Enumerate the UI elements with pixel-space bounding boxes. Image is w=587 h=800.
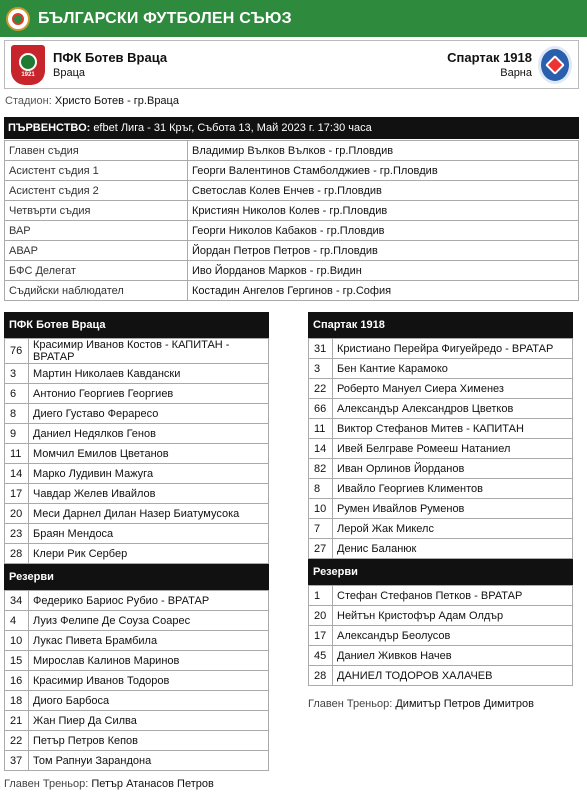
away-coach (308, 698, 534, 710)
referee-name: Йордан Петров Петров - гр.Пловдив (188, 241, 579, 261)
player-name[interactable]: Момчил Емилов Цветанов (29, 444, 269, 464)
referee-row (5, 181, 579, 201)
player-name[interactable]: Диего Густаво Фераресо (29, 404, 269, 424)
player-row (5, 404, 269, 424)
home-lineup (4, 312, 269, 771)
player-number: 34 (5, 591, 29, 611)
player-name[interactable]: Денис Баланюк (333, 539, 573, 559)
player-row (5, 651, 269, 671)
player-number: 16 (5, 671, 29, 691)
home-reserves-table (4, 590, 269, 771)
referee-row (5, 221, 579, 241)
player-row (5, 504, 269, 524)
player-row (309, 419, 573, 439)
referee-name: Владимир Вълков Вълков - гр.Пловдив (188, 141, 579, 161)
home-starters-table (4, 338, 269, 564)
referee-name: Иво Йорданов Марков - гр.Видин (188, 261, 579, 281)
player-row (5, 364, 269, 384)
home-coach-label: Главен Треньор: (4, 778, 89, 790)
referee-role: Главен съдия (5, 141, 188, 161)
player-row (5, 424, 269, 444)
player-row (309, 339, 573, 359)
home-team-name[interactable]: ПФК Ботев Враца (53, 50, 168, 65)
championship-bar (4, 117, 579, 139)
player-name[interactable]: Жан Пиер Да Силва (29, 711, 269, 731)
home-lineup-title: ПФК Ботев Враца (4, 312, 269, 338)
player-number: 6 (5, 384, 29, 404)
player-name[interactable]: Александър Александров Цветков (333, 399, 573, 419)
player-row (309, 479, 573, 499)
player-name[interactable]: Иван Орлинов Йорданов (333, 459, 573, 479)
player-number: 45 (309, 646, 333, 666)
player-number: 7 (309, 519, 333, 539)
player-row (309, 439, 573, 459)
referee-row (5, 241, 579, 261)
referee-role: Асистент съдия 2 (5, 181, 188, 201)
player-row (309, 379, 573, 399)
player-row (5, 611, 269, 631)
away-lineup-title: Спартак 1918 (308, 312, 573, 338)
stadium-label: Стадион: (5, 95, 52, 107)
federation-title: БЪЛГАРСКИ ФУТБОЛЕН СЪЮЗ (38, 9, 292, 27)
home-reserves-title: Резерви (4, 564, 269, 590)
player-name[interactable]: Лукас Пивета Брамбила (29, 631, 269, 651)
player-row (5, 631, 269, 651)
player-row (309, 539, 573, 559)
player-number: 14 (5, 464, 29, 484)
stadium-value: Христо Ботев - гр.Враца (54, 95, 179, 107)
player-number: 14 (309, 439, 333, 459)
player-name[interactable]: Луиз Фелипе Де Соуза Соарес (29, 611, 269, 631)
player-name[interactable]: Ивайло Георгиев Климентов (333, 479, 573, 499)
referee-role: Съдийски наблюдател (5, 281, 188, 301)
referee-role: БФС Делегат (5, 261, 188, 281)
botev-vratsa-crest-icon[interactable] (11, 45, 45, 85)
player-name[interactable]: Федерико Бариос Рубио - ВРАТАР (29, 591, 269, 611)
player-row (309, 666, 573, 686)
player-name[interactable]: Том Рапнуи Зарандона (29, 751, 269, 771)
player-name[interactable]: Ивей Белграве Ромееш Натаниел (333, 439, 573, 459)
player-number: 31 (309, 339, 333, 359)
referee-name: Георги Николов Кабаков - гр.Пловдив (188, 221, 579, 241)
referee-role: Асистент съдия 1 (5, 161, 188, 181)
away-team-name[interactable]: Спартак 1918 (447, 50, 532, 65)
player-name[interactable]: Диого Барбоса (29, 691, 269, 711)
player-name[interactable]: Петър Петров Кепов (29, 731, 269, 751)
player-number: 15 (5, 651, 29, 671)
player-number: 37 (5, 751, 29, 771)
player-number: 23 (5, 524, 29, 544)
player-number: 11 (309, 419, 333, 439)
player-row (309, 646, 573, 666)
referee-row (5, 201, 579, 221)
referee-role: ВАР (5, 221, 188, 241)
away-reserves-table (308, 585, 573, 686)
player-row (309, 359, 573, 379)
player-row (5, 731, 269, 751)
player-name[interactable]: Бен Кантие Карамоко (333, 359, 573, 379)
player-number: 3 (309, 359, 333, 379)
player-name[interactable]: Нейтън Кристофър Адам Олдър (333, 606, 573, 626)
player-number: 20 (5, 504, 29, 524)
player-name[interactable]: Лерой Жак Микелс (333, 519, 573, 539)
referee-row (5, 161, 579, 181)
referees-table (4, 140, 579, 301)
player-name[interactable]: Меси Дарнел Дилан Назер Биатумусока (29, 504, 269, 524)
player-row (309, 459, 573, 479)
player-name[interactable]: Виктор Стефанов Митев - КАПИТАН (333, 419, 573, 439)
player-name[interactable]: Роберто Мануел Сиера Хименез (333, 379, 573, 399)
player-number: 3 (5, 364, 29, 384)
championship-label: ПЪРВЕНСТВО: (8, 122, 91, 134)
player-row (309, 606, 573, 626)
player-number: 9 (5, 424, 29, 444)
player-row (5, 751, 269, 771)
player-row (5, 671, 269, 691)
away-lineup (308, 312, 573, 686)
crest-year: 1921 (21, 71, 35, 78)
player-row (5, 711, 269, 731)
player-row (309, 626, 573, 646)
player-name[interactable]: Марко Лудивин Мажуга (29, 464, 269, 484)
player-number: 11 (5, 444, 29, 464)
player-number: 22 (309, 379, 333, 399)
player-name[interactable]: Румен Ивайлов Руменов (333, 499, 573, 519)
home-team-city: Враца (53, 67, 85, 79)
player-name[interactable]: Александър Беолусов (333, 626, 573, 646)
player-name[interactable]: Красимир Иванов Костов - КАПИТАН - ВРАТАР (29, 339, 269, 364)
player-name[interactable]: Чавдар Желев Ивайлов (29, 484, 269, 504)
referee-name: Георги Валентинов Стамболджиев - гр.Пловдив (188, 161, 579, 181)
player-number: 20 (309, 606, 333, 626)
player-number: 17 (309, 626, 333, 646)
player-name[interactable]: Мартин Николаев Кавдански (29, 364, 269, 384)
player-number: 18 (5, 691, 29, 711)
away-coach-label: Главен Треньор: (308, 698, 393, 710)
player-number: 21 (5, 711, 29, 731)
player-name[interactable]: Стефан Стефанов Петков - ВРАТАР (333, 586, 573, 606)
referee-name: Светослав Колев Енчев - гр.Пловдив (188, 181, 579, 201)
player-number: 1 (309, 586, 333, 606)
player-row (5, 544, 269, 564)
player-row (5, 339, 269, 364)
player-row (309, 586, 573, 606)
player-row (309, 499, 573, 519)
player-number: 82 (309, 459, 333, 479)
player-row (5, 384, 269, 404)
home-coach (4, 778, 214, 790)
player-name[interactable]: Кристиано Перейра Фигуейредо - ВРАТАР (333, 339, 573, 359)
away-team-city: Варна (500, 67, 532, 79)
player-number: 76 (5, 339, 29, 364)
player-number: 8 (5, 404, 29, 424)
referee-name: Костадин Ангелов Гергинов - гр.София (188, 281, 579, 301)
player-name[interactable]: Мирослав Калинов Маринов (29, 651, 269, 671)
player-row (5, 444, 269, 464)
player-number: 10 (309, 499, 333, 519)
spartak-varna-crest-icon[interactable] (538, 46, 572, 84)
player-number: 8 (309, 479, 333, 499)
player-row (5, 591, 269, 611)
player-number: 27 (309, 539, 333, 559)
player-row (5, 524, 269, 544)
player-row (309, 519, 573, 539)
referee-role: АВАР (5, 241, 188, 261)
player-number: 22 (5, 731, 29, 751)
championship-value: efbet Лига - 31 Кръг, Събота 13, Май 2023 г. 17:30 часа (93, 122, 372, 134)
referee-row (5, 281, 579, 301)
player-number: 66 (309, 399, 333, 419)
home-coach-name: Петър Атанасов Петров (91, 778, 214, 790)
away-reserves-title: Резерви (308, 559, 573, 585)
player-name[interactable]: ДАНИЕЛ ТОДОРОВ ХАЛАЧЕВ (333, 666, 573, 686)
player-number: 28 (309, 666, 333, 686)
player-row (309, 399, 573, 419)
away-coach-name: Димитър Петров Димитров (395, 698, 534, 710)
referee-name: Кристиян Николов Колев - гр.Пловдив (188, 201, 579, 221)
referee-row (5, 261, 579, 281)
player-name[interactable]: Даниел Недялков Генов (29, 424, 269, 444)
player-name[interactable]: Клери Рик Сербер (29, 544, 269, 564)
player-row (5, 691, 269, 711)
match-header (4, 40, 579, 89)
bfs-logo-icon[interactable] (6, 7, 30, 31)
player-name[interactable]: Браян Мендоса (29, 524, 269, 544)
player-row (5, 464, 269, 484)
away-starters-table (308, 338, 573, 559)
player-number: 17 (5, 484, 29, 504)
stadium-info (5, 95, 179, 107)
referee-row (5, 141, 579, 161)
player-name[interactable]: Даниел Живков Начев (333, 646, 573, 666)
referee-role: Четвърти съдия (5, 201, 188, 221)
player-row (5, 484, 269, 504)
federation-header (0, 0, 587, 37)
player-number: 28 (5, 544, 29, 564)
player-name[interactable]: Красимир Иванов Тодоров (29, 671, 269, 691)
player-number: 4 (5, 611, 29, 631)
player-number: 10 (5, 631, 29, 651)
player-name[interactable]: Антонио Георгиев Георгиев (29, 384, 269, 404)
